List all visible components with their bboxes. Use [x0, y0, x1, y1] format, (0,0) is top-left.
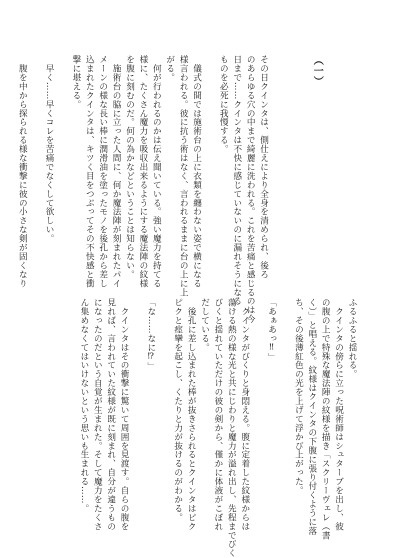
text-line: [28, 55, 41, 283]
text-line: ん集めなくてはいけないという思いも生まれる……。: [78, 298, 89, 513]
text-line: メーンの様な長い棒に潤滑油を塗ったモノを後孔から差し: [97, 55, 108, 288]
text-line: の腹の上で特殊な魔法陣の紋様を描き「スクリーヴェレ（書: [320, 298, 331, 540]
text-line: びくと揺れていただけの彼の剣から、僅かに体液がこぼれ: [212, 298, 223, 531]
bottom-text-block: [76, 298, 358, 558]
text-line: [278, 298, 291, 523]
text-line: [130, 298, 143, 523]
text-line: [251, 298, 264, 523]
text-line: 「な……なに⁉」: [145, 298, 156, 371]
text-line: クインタの傍らに立った呪術師はシュターブを出し、彼: [333, 298, 344, 531]
text-line: ふるふると揺れる。: [347, 298, 357, 379]
text-line: その日クインタは、側仕えにより全身を清められ、後ろ: [258, 55, 269, 279]
text-line: 後孔に差し込まれた棒が抜きさられるとクインタはピク: [186, 298, 197, 531]
text-line: 早く……早くコレを苦痛でなくして欲しい。: [44, 55, 55, 243]
text-line: [203, 55, 216, 283]
text-line: 施術台の脇に立った人間に、何か魔法陣が刻まれたパイ: [111, 55, 122, 288]
text-line: 日まで……クインタは不快に感じていないのに漏れそうになる: [231, 55, 242, 306]
text-line: 何が行われるのかは伝え聞いている。強い魔力を持てる: [151, 55, 162, 288]
text-line: ものを必死に我慢する。: [218, 55, 229, 154]
text-line: ち、その後薄紅色の光を上げて浮かび上がった。: [293, 298, 304, 495]
text-line: がる。: [164, 55, 175, 82]
text-line: 儀式の間では施術台の上に衣類を纏わない姿で横になる: [191, 55, 202, 288]
text-line: 様言われる。彼に抗う術はなく、言われるままに台の上に上: [178, 55, 189, 297]
text-line: 見れば、言われていた紋様が既に刻まれ、自分が違うもの: [105, 298, 116, 531]
text-line: クインタがびくりと身悶える。腹に定着した紋様からは: [239, 298, 250, 531]
text-line: 撃に堪える。: [70, 55, 81, 109]
text-line: 込まれたクインタは、キツく目をつぶってその不快感と衝: [84, 55, 95, 288]
text-line: ピクと痙攣を起こし、くたりと力が抜けるのがわかる。: [172, 298, 183, 522]
text-line: [55, 55, 68, 283]
text-line: のあらゆる穴の中まで綺麗に洗われる。これを苦痛と感じるのは今: [245, 55, 256, 324]
text-line: 「あぁあっ‼」: [266, 298, 277, 363]
text-line: [270, 55, 283, 283]
text-line: く）」と唱える。紋様はクインタの下腹に張り付くように落: [306, 298, 317, 536]
text-line: クインタはその衝撃に驚いて周囲を見渡す。自らの腹を: [119, 298, 130, 531]
text-line: [157, 298, 170, 523]
text-line: だしている。: [199, 298, 210, 352]
chapter-heading: （一）: [311, 55, 323, 87]
text-line: 様に、たくさん魔力を吸収出来るようにする魔法陣の紋様: [137, 55, 148, 288]
text-line: 蕩ける熱の様な光と共にじわりと魔力が溢れ出し、先程までびく: [226, 298, 237, 558]
text-line: になったのだという自覚が生まれた。そして魔力をたくさ: [92, 298, 103, 531]
text-line: を腹に刻むのだ。何の為かなどということは知らない。: [124, 55, 135, 279]
text-line: 腹を中から探られる様な衝撃に彼の小さな剣が固くなり: [17, 55, 28, 288]
top-text-block: [15, 55, 350, 324]
